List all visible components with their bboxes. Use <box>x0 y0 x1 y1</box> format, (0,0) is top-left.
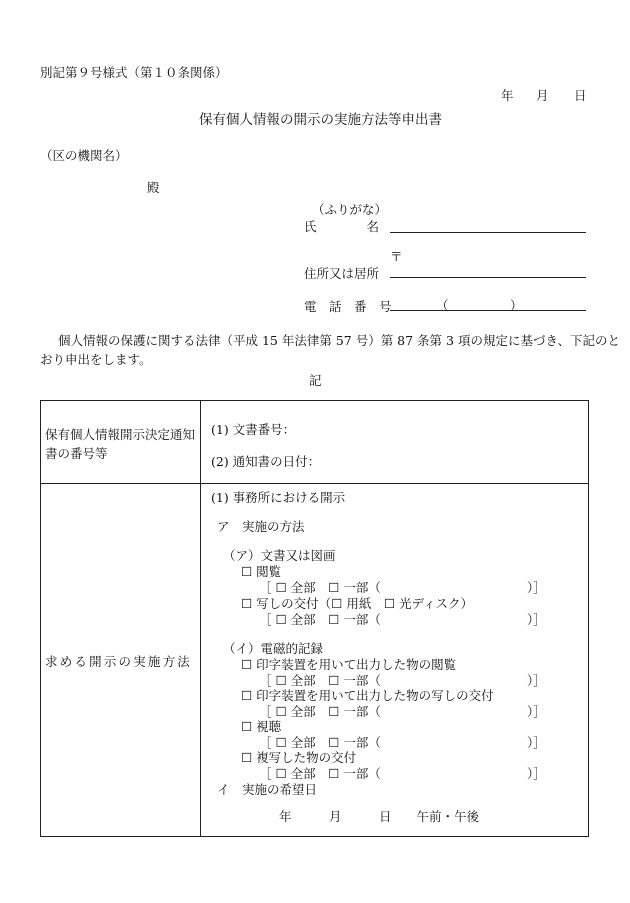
option-copy[interactable]: ☐ 写しの交付（☐ 用紙 ☐ 光ディスク） <box>241 596 474 611</box>
scope-row-3-end: ）］ <box>527 673 546 688</box>
method-label: 求める開示の実施方法 <box>45 654 193 669</box>
scope-row-1[interactable]: ［ ☐ 全部 ☐ 一部（ <box>259 580 381 595</box>
option-dup[interactable]: ☐ 複写した物の交付 <box>241 750 357 765</box>
option-print-view[interactable]: ☐ 印字装置を用いて出力した物の閲覧 <box>241 657 457 672</box>
agency-name: （区の機関名） <box>40 148 128 163</box>
body-text-1: 個人情報の保護に関する法律（平成 15 年法律第 57 号）第 87 条第 3 項の規定に基づき、下記のと <box>58 333 620 348</box>
scope-row-6-end: ）］ <box>527 766 546 781</box>
doc-info-label-line1: 保有個人情報開示決定通知 <box>45 427 196 442</box>
body-text-2: おり申出をします。 <box>40 352 152 367</box>
scope-row-4[interactable]: ［ ☐ 全部 ☐ 一部（ <box>259 704 381 719</box>
date-year: 年 <box>501 88 514 103</box>
scope-row-4-end: ）］ <box>527 704 546 719</box>
name-label: 氏 名 <box>304 219 380 234</box>
request-table <box>40 400 589 837</box>
paper-heading: （ア）文書又は図画 <box>223 548 336 563</box>
scope-row-5-end: ）］ <box>527 735 546 750</box>
method-label-cell <box>41 484 201 837</box>
furigana-label: （ふりがな） <box>312 202 388 217</box>
desired-date-heading: イ 実施の希望日 <box>217 782 318 797</box>
doc-info-value-cell[interactable] <box>201 401 589 484</box>
phone-paren-close: ） <box>510 298 523 313</box>
option-print-copy[interactable]: ☐ 印字装置を用いて出力した物の写しの交付 <box>241 688 494 703</box>
phone-paren-open: （ <box>436 298 449 313</box>
option-etsuran[interactable]: ☐ 閲覧 <box>241 564 282 579</box>
office-disclosure: (1) 事務所における開示 <box>211 490 346 505</box>
address-label: 住所又は居所 <box>304 266 380 281</box>
scope-row-3[interactable]: ［ ☐ 全部 ☐ 一部（ <box>259 673 381 688</box>
name-field[interactable] <box>390 232 586 233</box>
scope-row-6[interactable]: ［ ☐ 全部 ☐ 一部（ <box>259 766 381 781</box>
date-day: 日 <box>574 88 587 103</box>
electro-heading: （イ）電磁的記録 <box>223 641 324 656</box>
option-audio[interactable]: ☐ 視聴 <box>241 719 282 734</box>
phone-field[interactable] <box>390 310 586 311</box>
phone-label: 電 話 番 号 <box>304 299 392 314</box>
doc-info-label-line2: 書の番号等 <box>45 446 108 461</box>
doc-info-label-cell <box>41 401 201 484</box>
honorific: 殿 <box>147 180 160 195</box>
postal-mark: 〒 <box>390 249 403 264</box>
desired-date-field[interactable]: 年 月 日 午前・午後 <box>279 809 480 824</box>
page-title: 保有個人情報の開示の実施方法等申出書 <box>199 112 442 128</box>
scope-row-5[interactable]: ［ ☐ 全部 ☐ 一部（ <box>259 735 381 750</box>
method-a: ア 実施の方法 <box>217 519 305 534</box>
scope-row-1-end: ）］ <box>527 580 546 595</box>
scope-row-2[interactable]: ［ ☐ 全部 ☐ 一部（ <box>259 612 381 627</box>
method-options-cell <box>201 484 589 837</box>
ki-heading: 記 <box>309 373 322 388</box>
notice-date-label: (2) 通知書の日付： <box>211 454 321 469</box>
date-month: 月 <box>536 88 549 103</box>
address-field[interactable] <box>390 277 586 278</box>
doc-number-label: (1) 文書番号： <box>211 422 296 437</box>
scope-row-2-end: ）］ <box>527 612 546 627</box>
form-id: 別記第９号様式（第１０条関係） <box>40 65 228 80</box>
